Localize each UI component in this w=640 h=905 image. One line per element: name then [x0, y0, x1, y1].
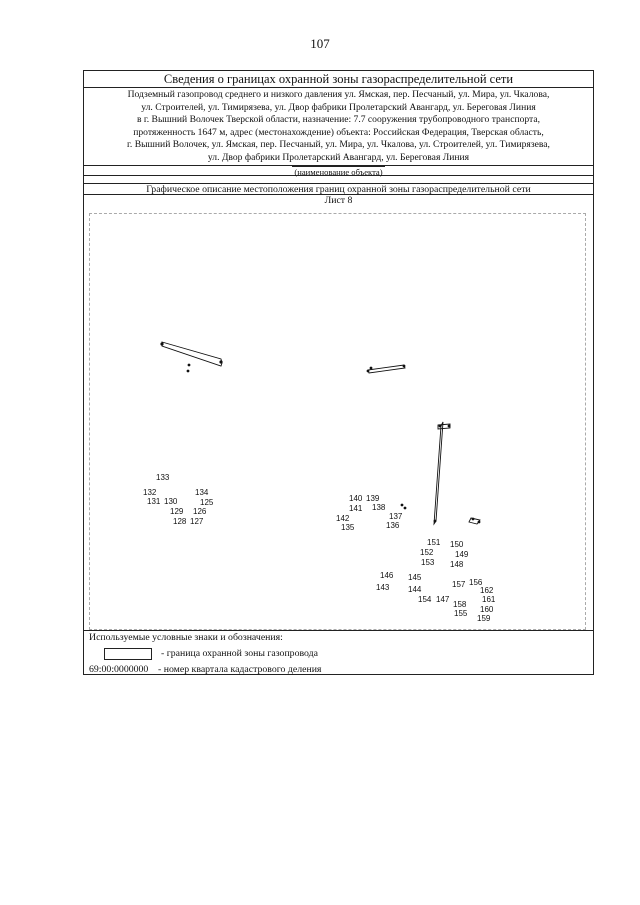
point-label-133: 133 — [156, 473, 170, 482]
point-label-137: 137 — [389, 512, 403, 521]
point-label-129: 129 — [170, 507, 184, 516]
point-label-128: 128 — [173, 517, 187, 526]
boundary-vertex — [448, 425, 451, 428]
object-description-line: г. Вышний Волочек, ул. Ямская, пер. Песчаный, ул. Мира, ул. Чкалова, ул. Строителей, ул. Тимирязева, — [127, 139, 550, 151]
boundary-vertex — [439, 425, 442, 428]
legend-boundary-symbol — [104, 648, 152, 660]
point-label-127: 127 — [190, 517, 204, 526]
point-label-144: 144 — [408, 585, 422, 594]
point-label-131: 131 — [147, 497, 161, 506]
point-label-156: 156 — [469, 578, 483, 587]
legend-quarter-text: - номер квартала кадастрового деления — [158, 664, 322, 675]
boundary-map — [84, 195, 595, 631]
graphic-description-title: Графическое описание местоположения границ охранной зоны газораспределительной сети — [84, 184, 593, 195]
point-label-159: 159 — [477, 614, 491, 623]
spacer-row — [84, 176, 593, 184]
object-description-line: ул. Строителей, ул. Тимирязева, ул. Двор фабрики Пролетарский Авангард, ул. Береговая Линия — [141, 101, 536, 113]
boundary-vertex — [219, 360, 222, 363]
boundary-vertex — [403, 365, 406, 368]
point-label-126: 126 — [193, 507, 207, 516]
point-label-146: 146 — [380, 571, 394, 580]
point-label-135: 135 — [341, 523, 355, 532]
boundary-vertex — [434, 520, 437, 523]
sheet-label: Лист 8 — [324, 195, 353, 206]
point-label-150: 150 — [450, 540, 464, 549]
boundary-vertex — [472, 518, 475, 521]
zone-boundary-west — [162, 342, 222, 366]
point-label-140: 140 — [349, 494, 363, 503]
point-label-148: 148 — [450, 560, 464, 569]
point-label-142: 142 — [336, 514, 350, 523]
boundary-vertex — [404, 507, 407, 510]
boundary-vertex — [367, 370, 370, 373]
point-label-143: 143 — [376, 583, 390, 592]
document-title: Сведения о границах охранной зоны газораспределительной сети — [84, 71, 593, 88]
point-label-139: 139 — [366, 494, 380, 503]
object-description-line: в г. Вышний Волочек Тверской области, назначение: 7.7 сооружения трубопроводного транспорта, — [136, 114, 541, 126]
point-label-162: 162 — [480, 586, 494, 595]
point-label-153: 153 — [421, 558, 435, 567]
boundary-vertex — [187, 370, 190, 373]
point-label-138: 138 — [372, 503, 386, 512]
zone-boundary-central — [368, 365, 405, 373]
point-label-160: 160 — [480, 605, 494, 614]
page-number: 107 — [310, 36, 330, 51]
point-label-149: 149 — [455, 550, 469, 559]
legend-quarter-code: 69:00:0000000 — [89, 664, 149, 675]
point-label-136: 136 — [386, 521, 400, 530]
legend-title: Используемые условные знаки и обозначения: — [89, 632, 283, 643]
point-label-157: 157 — [452, 580, 466, 589]
object-description-line: Подземный газопровод среднего и низкого давления ул. Ямская, пер. Песчаный, ул. Мира, ул. Чкалова, — [127, 89, 550, 100]
point-label-151: 151 — [427, 538, 441, 547]
legend — [84, 631, 593, 676]
point-label-154: 154 — [418, 595, 432, 604]
boundary-vertex — [401, 504, 404, 507]
boundary-vertex — [478, 521, 481, 524]
point-label-145: 145 — [408, 573, 422, 582]
point-label-152: 152 — [420, 548, 434, 557]
protection-zone-form — [83, 70, 594, 675]
object-description — [84, 88, 593, 166]
point-label-147: 147 — [436, 595, 450, 604]
object-caption: (наименование объекта) — [294, 167, 383, 177]
point-label-155: 155 — [454, 609, 468, 618]
object-description-line: протяженность 1647 м, адрес (местонахождение) объекта: Российская Федерация, Тверская область, — [133, 126, 544, 138]
zone-boundary-south — [434, 422, 443, 524]
boundary-vertex — [160, 342, 163, 345]
map-section — [84, 195, 593, 631]
point-label-130: 130 — [164, 497, 178, 506]
object-caption-row — [84, 166, 593, 176]
point-label-158: 158 — [453, 600, 467, 609]
boundary-vertex — [188, 364, 191, 367]
boundary-vertex — [370, 367, 373, 370]
point-label-161: 161 — [482, 595, 496, 604]
point-label-141: 141 — [349, 504, 363, 513]
object-description-line: ул. Двор фабрики Пролетарский Авангард, ул. Береговая Линия — [207, 151, 470, 163]
point-label-134: 134 — [195, 488, 209, 497]
legend-boundary-text: - граница охранной зоны газопровода — [161, 648, 318, 659]
point-label-125: 125 — [200, 498, 214, 507]
point-label-132: 132 — [143, 488, 157, 497]
